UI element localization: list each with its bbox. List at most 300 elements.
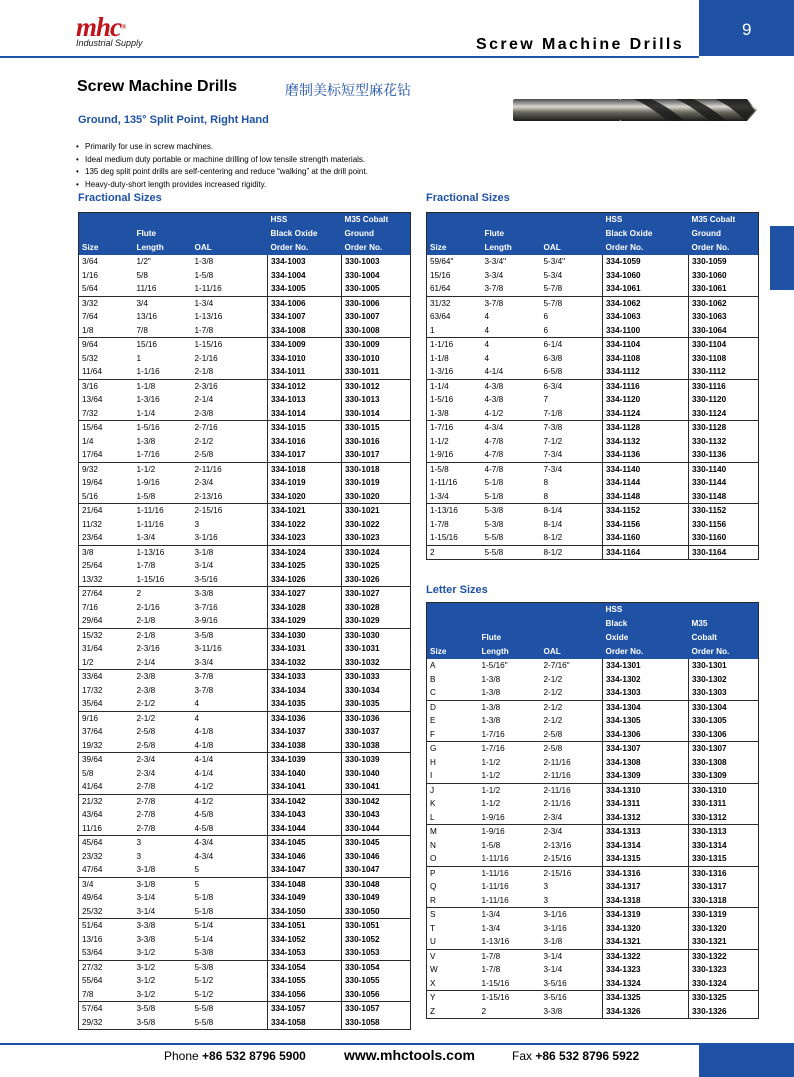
table-row	[79, 725, 411, 739]
table-cell: 330-1160	[689, 531, 759, 545]
table-row	[427, 825, 759, 839]
table-cell: R	[427, 894, 479, 908]
table-cell: 13/32	[79, 573, 134, 587]
column-header: Length	[134, 241, 192, 255]
table-cell: 330-1312	[689, 811, 759, 825]
table-cell: 1-15/16	[479, 977, 541, 991]
table-cell: 2-3/4	[541, 811, 603, 825]
column-header	[427, 227, 482, 241]
table-cell: V	[430, 951, 436, 961]
table-cell: 2-1/2	[541, 673, 603, 687]
table-cell: 3-3/4	[484, 270, 504, 280]
table-row	[79, 379, 411, 393]
table-cell: 21/64	[82, 506, 103, 515]
table-row	[79, 656, 411, 670]
table-cell: 11/16	[79, 822, 134, 836]
table-cell: 1-1/4	[430, 381, 449, 391]
table-cell: 334-1034	[268, 684, 342, 698]
table-cell: 2-1/2	[134, 697, 192, 711]
table-row	[427, 949, 759, 963]
table-row	[79, 476, 411, 490]
header-row	[427, 213, 759, 228]
table-cell: 45/64	[82, 838, 103, 847]
table-cell: 4-1/4	[192, 753, 268, 767]
column-header	[479, 603, 541, 618]
header-row	[79, 213, 411, 228]
table-row	[79, 421, 411, 435]
table-cell: 2-15/16	[541, 852, 603, 866]
table-cell: 330-1050	[342, 905, 411, 919]
table-cell: 334-1317	[603, 880, 689, 894]
table-cell: 5/64	[79, 282, 134, 296]
table-cell: 330-1044	[342, 822, 411, 836]
table-cell: 2-5/8	[136, 727, 156, 736]
table-cell: 7/32	[79, 407, 134, 421]
table-cell: 1	[427, 324, 482, 338]
table-cell: 334-1042	[268, 794, 342, 808]
table-cell: 330-1124	[689, 407, 759, 421]
table-cell: 334-1059	[603, 255, 689, 269]
table-cell: 2-1/4	[134, 656, 192, 670]
table-cell: 334-1309	[603, 769, 689, 783]
table-cell: 2-7/16"	[541, 659, 603, 673]
table-cell: 7-1/8	[541, 407, 603, 421]
table-row	[79, 435, 411, 449]
column-header: Flute	[479, 631, 541, 645]
table-cell: 1-1/8	[430, 353, 449, 363]
column-header: Order No.	[268, 241, 342, 255]
table-cell: 3-1/4	[541, 963, 603, 977]
table-cell: 9/32	[82, 464, 98, 474]
column-header: Ground	[342, 227, 411, 241]
table-cell: 330-1313	[692, 827, 727, 836]
table-cell: 334-1038	[268, 739, 342, 753]
table-cell: 1-11/16	[479, 894, 541, 908]
table-cell: 334-1311	[603, 797, 689, 811]
table-cell: 4-1/2	[482, 407, 541, 421]
table-cell: 334-1037	[268, 725, 342, 739]
table-cell: 1-3/8	[481, 702, 501, 712]
table-cell: 15/16	[430, 270, 451, 280]
table-cell: 1-11/16	[479, 852, 541, 866]
header-row	[427, 227, 759, 241]
table-cell: 330-1315	[689, 852, 759, 866]
footer-website[interactable]: www.mhctools.com	[344, 1047, 475, 1063]
table-cell: 330-1057	[345, 1004, 380, 1013]
column-header: Black	[603, 617, 689, 631]
table-cell: 4	[484, 340, 490, 349]
table-cell: 334-1320	[603, 922, 689, 936]
table-cell: 1-15/16	[134, 573, 192, 587]
table-cell: 2-3/4	[541, 825, 603, 839]
column-header: HSS	[603, 603, 689, 618]
table-cell: 1-5/8	[430, 464, 449, 474]
table-cell: 5/8	[82, 768, 94, 778]
table-cell: 330-1033	[345, 672, 380, 681]
table-row	[79, 573, 411, 587]
column-header: Order No.	[603, 241, 689, 255]
table-cell: 2-7/8	[134, 822, 192, 836]
table-cell: 330-1032	[342, 656, 411, 670]
table-cell: 3-1/4	[541, 949, 603, 963]
column-header: Order No.	[603, 645, 689, 659]
column-header	[79, 213, 134, 228]
table-cell: 8	[541, 476, 603, 490]
table-cell: 330-1038	[342, 739, 411, 753]
table-cell: D	[430, 702, 436, 712]
table-cell: 5-1/8	[482, 490, 541, 504]
table-cell: 4-7/8	[484, 436, 504, 446]
table-cell: 5-5/8	[192, 1002, 268, 1016]
table-cell: 1-1/2	[479, 769, 541, 783]
table-cell: H	[430, 757, 436, 767]
table-cell: 330-1027	[345, 589, 380, 598]
column-header	[427, 631, 479, 645]
product-subtitle: Ground, 135° Split Point, Right Hand	[78, 114, 269, 126]
table-cell: 330-1136	[689, 448, 759, 462]
table-cell: 1-15/16	[192, 338, 268, 352]
table-cell: A	[430, 661, 436, 670]
table-row	[79, 1016, 411, 1030]
table-cell: 1-1/8	[136, 381, 156, 391]
table-cell: 334-1055	[268, 974, 342, 988]
logo-registered-mark: ®	[121, 23, 126, 31]
table-cell: 330-1043	[345, 810, 380, 819]
table-cell: 3	[136, 851, 142, 861]
table-cell: 1-5/8	[134, 490, 192, 504]
table-cell: 330-1041	[342, 780, 411, 794]
table-row	[79, 614, 411, 628]
table-cell: 7/8	[79, 988, 134, 1002]
table-cell: 334-1025	[268, 559, 342, 573]
page-number: 9	[742, 20, 752, 39]
table-cell: 5-1/2	[192, 974, 268, 988]
table-cell: 334-1015	[268, 421, 342, 435]
table-cell: 334-1310	[603, 783, 689, 797]
table-cell: 3-1/16	[541, 922, 603, 936]
table-cell: 2-1/8	[192, 365, 268, 379]
table-cell: 1/16	[82, 270, 98, 280]
table-row	[79, 365, 411, 379]
table-row	[427, 545, 759, 560]
table-row	[79, 310, 411, 324]
table-cell: 8-1/2	[541, 531, 603, 545]
table-cell: 5-1/8	[192, 905, 268, 919]
table-row	[79, 462, 411, 476]
table-cell: 334-1045	[268, 836, 342, 850]
table-cell: 3-9/16	[192, 614, 268, 628]
column-header: Order No.	[342, 241, 411, 255]
table-cell: 330-1010	[345, 353, 380, 363]
table-cell: 330-1148	[689, 490, 759, 504]
table-cell: 5/32	[82, 353, 98, 363]
company-logo	[76, 14, 143, 48]
table-cell: 1-3/4	[192, 296, 268, 310]
table-row	[427, 338, 759, 352]
table-cell: 63/64	[430, 312, 451, 321]
column-header	[192, 213, 268, 228]
table-cell: 330-1302	[692, 674, 727, 684]
table-cell: 1-3/8	[479, 686, 541, 700]
table-cell: 2-1/4	[192, 393, 268, 407]
table-cell: 2-11/16	[541, 783, 603, 797]
table-cell: 330-1108	[692, 353, 727, 363]
table-cell: 3-7/8	[482, 282, 541, 296]
column-header: Oxide	[603, 631, 689, 645]
table-cell: 1-5/16"	[481, 661, 508, 670]
table-cell: 330-1140	[692, 464, 727, 474]
table-cell: 4-7/8	[484, 464, 504, 474]
table-cell: 334-1056	[268, 988, 342, 1002]
table-cell: 330-1321	[689, 935, 759, 949]
table-cell: 4-5/8	[192, 808, 268, 822]
column-header	[427, 603, 479, 618]
table-cell: 3-7/16	[192, 601, 268, 615]
table-cell: 3-1/4	[192, 559, 268, 573]
table-cell: 2-7/8	[136, 796, 156, 806]
right-fractional-sizes-table	[426, 212, 759, 560]
table-cell: 330-1064	[689, 324, 759, 338]
table-cell: 4	[484, 353, 490, 363]
table-row	[79, 670, 411, 684]
header-row	[79, 241, 411, 255]
table-cell: 4	[482, 324, 541, 338]
table-row	[427, 379, 759, 393]
table-cell: 1-3/4	[427, 490, 482, 504]
column-header: Size	[79, 241, 134, 255]
table-cell: 330-1056	[342, 988, 411, 1002]
column-header	[192, 227, 268, 241]
table-cell: 1-11/16	[192, 282, 268, 296]
table-cell: 4-7/8	[482, 448, 541, 462]
table-cell: 15/16	[136, 340, 157, 349]
table-cell: C	[427, 686, 479, 700]
table-cell: 15/32	[82, 630, 103, 640]
column-header	[79, 227, 134, 241]
table-cell: 1-5/16	[136, 423, 160, 432]
table-cell: 5	[192, 863, 268, 877]
table-cell: 330-1036	[345, 713, 380, 723]
table-cell: 1-3/8	[481, 716, 501, 725]
table-cell: 3-1/4	[134, 905, 192, 919]
table-cell: 25/64	[82, 561, 103, 570]
table-cell: P	[430, 868, 436, 878]
table-row	[79, 531, 411, 545]
table-cell: 2-1/16	[136, 602, 160, 612]
table-row	[427, 421, 759, 435]
table-cell: 330-1009	[345, 340, 380, 349]
table-row	[79, 988, 411, 1002]
table-row	[79, 739, 411, 753]
table-cell: 3-3/8	[136, 934, 156, 944]
table-cell: 25/32	[79, 905, 134, 919]
table-cell: 1-7/8	[430, 519, 449, 529]
table-cell: 330-1003	[345, 257, 380, 266]
table-cell: 6-1/4	[541, 338, 603, 352]
table-cell: 1-3/4	[481, 923, 501, 933]
table-cell: 1-11/16	[136, 519, 164, 529]
table-cell: 19/32	[79, 739, 134, 753]
table-cell: 47/64	[79, 863, 134, 877]
table-cell: 2-11/16	[192, 462, 268, 476]
table-cell: 3-1/2	[136, 976, 156, 985]
table-cell: 334-1007	[268, 310, 342, 324]
table-cell: 334-1313	[603, 825, 689, 839]
table-cell: 3	[136, 838, 142, 847]
header-row	[427, 617, 759, 631]
table-cell: 334-1027	[268, 587, 342, 601]
table-cell: 57/64	[82, 1004, 103, 1013]
table-cell: 334-1060	[603, 269, 689, 283]
table-row	[427, 282, 759, 296]
table-cell: 330-1301	[692, 661, 727, 670]
table-cell: 334-1035	[268, 697, 342, 711]
table-cell: 330-1019	[345, 478, 380, 487]
table-cell: 11/32	[82, 519, 102, 529]
table-cell: 5-1/4	[192, 919, 268, 933]
table-cell: 2-1/2	[136, 713, 156, 723]
table-cell: 330-1303	[689, 686, 759, 700]
table-row	[427, 504, 759, 518]
column-header: OAL	[541, 645, 603, 659]
fax-number: +86 532 8796 5922	[535, 1049, 640, 1063]
table-cell: 334-1036	[268, 711, 342, 725]
table-cell: 1-7/8	[481, 965, 501, 974]
table-cell: 5-3/8	[192, 960, 268, 974]
table-cell: 334-1305	[603, 714, 689, 728]
footer-rule	[0, 1043, 699, 1045]
table-cell: 1-3/8	[136, 436, 156, 446]
table-cell: 330-1314	[692, 840, 727, 850]
table-cell: 330-1060	[692, 270, 727, 280]
table-cell: 1-15/16	[481, 993, 510, 1002]
table-cell: 334-1031	[268, 642, 342, 656]
table-cell: 31/64	[82, 644, 103, 653]
column-header: Size	[427, 241, 482, 255]
table-cell: 3-3/4"	[484, 257, 507, 266]
table-row	[427, 518, 759, 532]
column-header: Ground	[689, 227, 759, 241]
table-row	[79, 504, 411, 518]
table-cell: 2-1/2	[541, 700, 603, 714]
table-row	[427, 963, 759, 977]
table-cell: 5-1/8	[484, 478, 504, 487]
footer-tab	[699, 1043, 794, 1077]
table-cell: 1-11/16	[430, 478, 458, 487]
table-cell: 334-1312	[603, 811, 689, 825]
table-row	[427, 852, 759, 866]
table-cell: 330-1008	[342, 324, 411, 338]
header-row	[79, 227, 411, 241]
table-row	[427, 839, 759, 853]
table-cell: 4-1/2	[192, 794, 268, 808]
table-cell: 334-1120	[603, 393, 689, 407]
table-cell: 1-1/16	[430, 340, 454, 349]
table-cell: 5-1/8	[192, 891, 268, 905]
table-cell: 13/16	[136, 312, 157, 321]
table-cell: 1-11/16	[481, 882, 509, 891]
table-cell: 1-7/8	[481, 951, 501, 961]
table-cell: 334-1321	[603, 935, 689, 949]
table-row	[427, 991, 759, 1005]
table-cell: 7-3/4	[541, 462, 603, 476]
table-cell: 9/64	[82, 340, 98, 349]
table-row	[79, 352, 411, 366]
table-cell: 330-1015	[345, 423, 380, 432]
table-cell: 334-1108	[603, 352, 689, 366]
table-row	[79, 780, 411, 794]
table-cell: 334-1323	[603, 963, 689, 977]
table-cell: 334-1112	[603, 365, 689, 379]
table-cell: 334-1052	[268, 933, 342, 947]
table-cell: 7-3/8	[541, 421, 603, 435]
table-cell: 5-1/2	[192, 988, 268, 1002]
table-cell: 330-1164	[692, 547, 727, 557]
table-row	[427, 686, 759, 700]
table-cell: 334-1301	[603, 659, 689, 673]
table-cell: 330-1045	[345, 838, 380, 847]
table-cell: 334-1010	[268, 352, 342, 366]
table-cell: B	[430, 674, 436, 684]
table-cell: 4-1/8	[192, 725, 268, 739]
table-cell: 53/64	[79, 946, 134, 960]
table-cell: 4	[192, 711, 268, 725]
table-cell: 334-1005	[268, 282, 342, 296]
table-cell: 334-1116	[603, 379, 689, 393]
table-cell: 330-1023	[342, 531, 411, 545]
table-row	[427, 531, 759, 545]
table-row	[427, 977, 759, 991]
table-cell: 330-1319	[692, 910, 727, 919]
table-cell: 334-1307	[603, 742, 689, 756]
table-cell: 334-1152	[603, 504, 689, 518]
table-cell: 330-1034	[345, 685, 380, 695]
table-cell: E	[430, 716, 436, 725]
table-cell: 2-3/16	[136, 644, 160, 653]
table-row	[79, 601, 411, 615]
table-cell: 334-1006	[268, 296, 342, 310]
table-cell: 1-1/16	[134, 365, 192, 379]
table-cell: 334-1014	[268, 407, 342, 421]
table-cell: 1-5/8	[481, 840, 501, 850]
column-header	[541, 213, 603, 228]
table-cell: 330-1013	[345, 395, 380, 404]
table-cell: 3-3/8	[192, 587, 268, 601]
table-cell: 1-13/16	[192, 310, 268, 324]
table-cell: 5/16	[79, 490, 134, 504]
table-row	[427, 700, 759, 714]
table-cell: 2-7/16	[192, 421, 268, 435]
table-cell: 334-1058	[268, 1016, 342, 1030]
table-cell: 2-5/8	[134, 739, 192, 753]
table-cell: 334-1140	[603, 462, 689, 476]
table-cell: 330-1324	[689, 977, 759, 991]
column-header: Flute	[482, 227, 541, 241]
table-cell: 330-1062	[692, 298, 727, 308]
table-row	[79, 711, 411, 725]
table-row	[79, 808, 411, 822]
table-cell: 1-3/16	[427, 365, 482, 379]
table-cell: S	[430, 910, 436, 919]
footer-fax	[512, 1049, 639, 1063]
table-cell: 21/32	[82, 796, 103, 806]
table-cell: 1-3/8	[481, 674, 501, 684]
table-cell: 4-3/8	[484, 395, 504, 404]
table-cell: 334-1053	[268, 946, 342, 960]
table-cell: 6-3/4	[541, 379, 603, 393]
table-cell: 5-3/8	[484, 519, 504, 529]
table-cell: 330-1048	[345, 879, 380, 889]
